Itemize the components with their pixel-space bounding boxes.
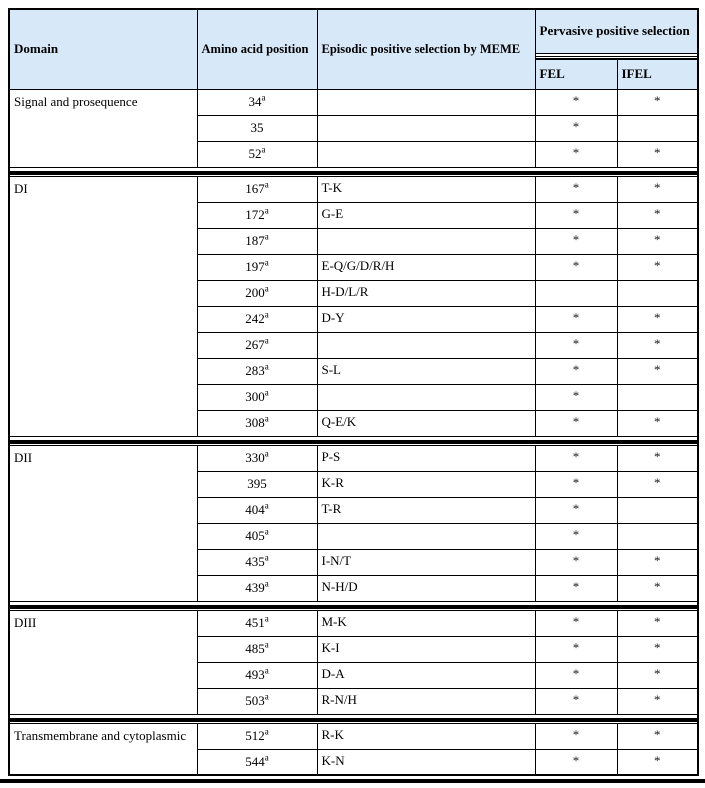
position-cell: 197$^a$ xyxy=(197,254,317,280)
position-cell: 52$^a$ xyxy=(197,141,317,167)
fel-significance-cell: * xyxy=(535,575,617,601)
position-superscript: a xyxy=(264,578,269,589)
fel-significance-cell: * xyxy=(535,749,617,775)
meme-substitution-cell: E-Q/G/D/R/H xyxy=(317,254,535,280)
meme-substitution-cell: G-E xyxy=(317,202,535,228)
domain-cell: DIII xyxy=(9,610,197,714)
fel-significance-cell: * xyxy=(535,549,617,575)
position-cell: 172$^a$ xyxy=(197,202,317,228)
ifel-significance-cell: * xyxy=(617,688,698,714)
ifel-significance-cell: * xyxy=(617,662,698,688)
position-superscript: a xyxy=(264,179,269,190)
meme-substitution-cell: R-N/H xyxy=(317,688,535,714)
fel-significance-cell: * xyxy=(535,636,617,662)
fel-significance-cell: * xyxy=(535,497,617,523)
header-pervasive-selection: Pervasive positive selection xyxy=(535,9,698,53)
ifel-significance-cell: * xyxy=(617,358,698,384)
ifel-significance-cell: * xyxy=(617,610,698,636)
meme-substitution-cell: K-N xyxy=(317,749,535,775)
fel-significance-cell: * xyxy=(535,202,617,228)
ifel-significance-cell: * xyxy=(617,445,698,471)
ifel-significance-cell: * xyxy=(617,332,698,358)
ifel-significance-cell: * xyxy=(617,749,698,775)
position-superscript: a xyxy=(264,448,269,459)
position-superscript: a xyxy=(264,335,269,346)
ifel-significance-cell: * xyxy=(617,202,698,228)
position-superscript: a xyxy=(264,752,269,763)
group-separator-cell xyxy=(9,436,698,445)
position-superscript: a xyxy=(264,691,269,702)
meme-substitution-cell xyxy=(317,332,535,358)
position-cell: 395 xyxy=(197,471,317,497)
meme-substitution-cell: P-S xyxy=(317,445,535,471)
ifel-significance-cell xyxy=(617,280,698,306)
header-amino-acid-position: Amino acid position xyxy=(197,9,317,89)
position-cell: 200$^a$ xyxy=(197,280,317,306)
position-superscript: a xyxy=(264,309,269,320)
ifel-significance-cell: * xyxy=(617,471,698,497)
table-row xyxy=(9,89,698,115)
meme-substitution-cell xyxy=(317,115,535,141)
ifel-significance-cell: * xyxy=(617,176,698,202)
position-cell: 439$^a$ xyxy=(197,575,317,601)
ifel-significance-cell: * xyxy=(617,575,698,601)
ifel-significance-cell: * xyxy=(617,636,698,662)
position-cell: 330$^a$ xyxy=(197,445,317,471)
group-separator-row xyxy=(9,436,698,445)
ifel-significance-cell: * xyxy=(617,254,698,280)
position-superscript: a xyxy=(264,613,269,624)
position-cell: 405$^a$ xyxy=(197,523,317,549)
fel-significance-cell: * xyxy=(535,306,617,332)
position-cell: 451$^a$ xyxy=(197,610,317,636)
meme-substitution-cell: D-A xyxy=(317,662,535,688)
meme-substitution-cell: N-H/D xyxy=(317,575,535,601)
position-superscript: a xyxy=(261,144,266,155)
position-cell: 35 xyxy=(197,115,317,141)
meme-substitution-cell xyxy=(317,89,535,115)
meme-substitution-cell: K-I xyxy=(317,636,535,662)
fel-significance-cell: * xyxy=(535,89,617,115)
header-episodic-meme: Episodic positive selection by MEME xyxy=(317,9,535,89)
position-superscript: a xyxy=(264,726,269,737)
position-cell: 283$^a$ xyxy=(197,358,317,384)
position-cell: 242$^a$ xyxy=(197,306,317,332)
meme-substitution-cell: I-N/T xyxy=(317,549,535,575)
header-ifel: IFEL xyxy=(617,59,698,89)
position-cell: 300$^a$ xyxy=(197,384,317,410)
position-superscript: a xyxy=(264,361,269,372)
fel-significance-cell: * xyxy=(535,384,617,410)
position-superscript: a xyxy=(264,205,269,216)
header-divider-rule xyxy=(536,56,698,57)
header-row xyxy=(9,9,698,53)
double-rule xyxy=(10,605,697,609)
position-cell: 167$^a$ xyxy=(197,176,317,202)
position-cell: 187$^a$ xyxy=(197,228,317,254)
fel-significance-cell: * xyxy=(535,228,617,254)
ifel-significance-cell xyxy=(617,523,698,549)
positive-selection-table xyxy=(8,8,699,776)
meme-substitution-cell: K-R xyxy=(317,471,535,497)
position-superscript: a xyxy=(264,257,269,268)
fel-significance-cell: * xyxy=(535,141,617,167)
fel-significance-cell: * xyxy=(535,688,617,714)
position-cell: 493$^a$ xyxy=(197,662,317,688)
domain-cell: DI xyxy=(9,176,197,436)
position-cell: 544$^a$ xyxy=(197,749,317,775)
position-superscript: a xyxy=(264,526,269,537)
domain-cell: DII xyxy=(9,445,197,601)
ifel-significance-cell: * xyxy=(617,141,698,167)
fel-significance-cell: * xyxy=(535,723,617,749)
table-row xyxy=(9,445,698,471)
position-cell: 485$^a$ xyxy=(197,636,317,662)
position-cell: 435$^a$ xyxy=(197,549,317,575)
meme-substitution-cell: D-Y xyxy=(317,306,535,332)
domain-cell: Transmembrane and cytoplasmic xyxy=(9,723,197,775)
ifel-significance-cell: * xyxy=(617,549,698,575)
meme-substitution-cell: Q-E/K xyxy=(317,410,535,436)
position-superscript: a xyxy=(264,552,269,563)
meme-substitution-cell: T-K xyxy=(317,176,535,202)
position-superscript: a xyxy=(261,92,266,103)
header-fel: FEL xyxy=(535,59,617,89)
position-cell: 34$^a$ xyxy=(197,89,317,115)
fel-significance-cell: * xyxy=(535,410,617,436)
ifel-significance-cell: * xyxy=(617,89,698,115)
position-cell: 404$^a$ xyxy=(197,497,317,523)
fel-significance-cell: * xyxy=(535,523,617,549)
fel-significance-cell: * xyxy=(535,610,617,636)
bottom-page-rule xyxy=(0,779,705,783)
ifel-significance-cell xyxy=(617,115,698,141)
group-separator-cell xyxy=(9,167,698,176)
ifel-significance-cell xyxy=(617,497,698,523)
meme-substitution-cell: S-L xyxy=(317,358,535,384)
fel-significance-cell: * xyxy=(535,471,617,497)
meme-substitution-cell: T-R xyxy=(317,497,535,523)
position-superscript: a xyxy=(264,665,269,676)
position-superscript: a xyxy=(264,231,269,242)
meme-substitution-cell: M-K xyxy=(317,610,535,636)
fel-significance-cell: * xyxy=(535,176,617,202)
group-separator-cell xyxy=(9,601,698,610)
domain-cell: Signal and prosequence xyxy=(9,89,197,167)
group-separator-row xyxy=(9,601,698,610)
table-row xyxy=(9,176,698,202)
double-rule xyxy=(10,171,697,175)
fel-significance-cell: * xyxy=(535,254,617,280)
fel-significance-cell: * xyxy=(535,445,617,471)
position-cell: 503$^a$ xyxy=(197,688,317,714)
fel-significance-cell: * xyxy=(535,662,617,688)
fel-significance-cell: * xyxy=(535,332,617,358)
fel-significance-cell: * xyxy=(535,115,617,141)
fel-significance-cell: * xyxy=(535,358,617,384)
ifel-significance-cell: * xyxy=(617,410,698,436)
position-cell: 308$^a$ xyxy=(197,410,317,436)
fel-significance-cell xyxy=(535,280,617,306)
ifel-significance-cell xyxy=(617,384,698,410)
ifel-significance-cell: * xyxy=(617,723,698,749)
position-cell: 267$^a$ xyxy=(197,332,317,358)
table-row xyxy=(9,723,698,749)
ifel-significance-cell: * xyxy=(617,306,698,332)
double-rule xyxy=(10,440,697,444)
header-domain: Domain xyxy=(9,9,197,89)
position-superscript: a xyxy=(264,283,269,294)
group-separator-row xyxy=(9,714,698,723)
meme-substitution-cell: H-D/L/R xyxy=(317,280,535,306)
meme-substitution-cell: R-K xyxy=(317,723,535,749)
position-superscript: a xyxy=(264,387,269,398)
double-rule xyxy=(10,718,697,722)
position-cell: 512$^a$ xyxy=(197,723,317,749)
meme-substitution-cell xyxy=(317,523,535,549)
meme-substitution-cell xyxy=(317,228,535,254)
position-superscript: a xyxy=(264,500,269,511)
meme-substitution-cell xyxy=(317,384,535,410)
group-separator-cell xyxy=(9,714,698,723)
position-superscript: a xyxy=(264,413,269,424)
table-row xyxy=(9,610,698,636)
ifel-significance-cell: * xyxy=(617,228,698,254)
meme-substitution-cell xyxy=(317,141,535,167)
group-separator-row xyxy=(9,167,698,176)
position-superscript: a xyxy=(264,639,269,650)
